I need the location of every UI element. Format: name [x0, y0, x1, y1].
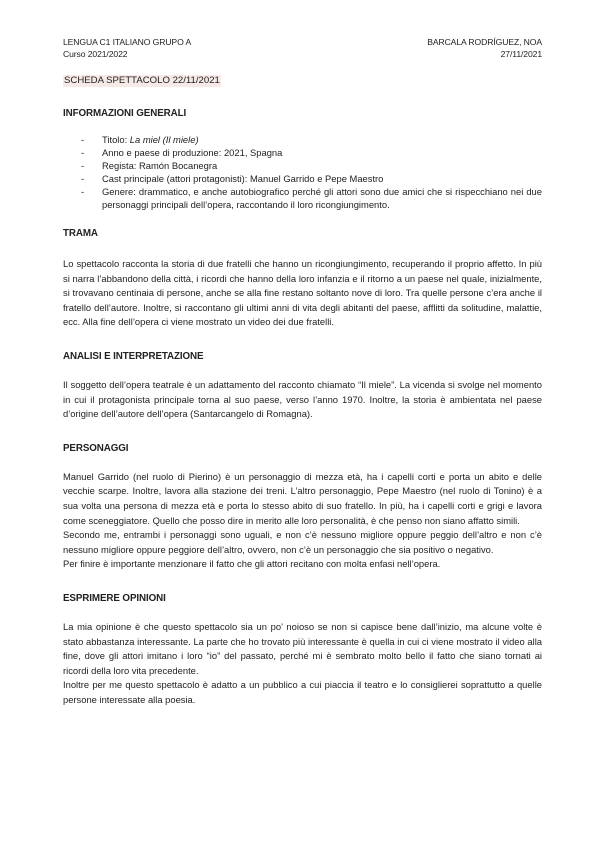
document-page: [63, 36, 542, 707]
heading-trama: TRAMA: [63, 228, 98, 239]
info-item-year-country: - Anno e paese di produzione: 2021, Spagna: [81, 146, 542, 159]
document-title: SCHEDA SPETTACOLO 22/11/2021: [64, 75, 220, 86]
course-name: LENGUA C1 ITALIANO GRUPO A: [63, 37, 192, 47]
general-info-list: [63, 133, 542, 211]
student-name: BARCALA RODRÍGUEZ, NOA: [427, 37, 542, 47]
title-value: La miel (Il miele): [129, 134, 199, 145]
personaggi-paragraph-3: Per finire è importante menzionare il fatto che gli attori recitano con molta enfasi nell’opera.: [63, 558, 441, 570]
info-item-title: [81, 133, 542, 146]
opinioni-paragraph-2: Inoltre per me questo spettacolo è adatto a un pubblico a cui piaccia il teatro e lo consiglierei soprattutto a quelle persone interessate alla poesia.: [63, 679, 542, 705]
heading-opinioni: ESPRIMERE OPINIONI: [63, 592, 166, 604]
analisi-paragraph: Il soggetto dell’opera teatrale è un adattamento del racconto chiamato “Il miele”. La vicenda si svolge nel momento in cui il protagonista principale torna al suo paese, verso l’anno 1970. Inoltre, la storia è ambientata nel paese d’origine dell’autore dell’opera (Santarcangelo di Romagna).: [63, 378, 542, 420]
heading-informazioni-generali: INFORMAZIONI GENERALI: [63, 108, 187, 119]
personaggi-paragraph-2: Secondo me, entrambi i personaggi sono uguali, e non c’è nessuno migliore oppure peggio dell’altro e non c’è nessuno migliore oppure peggiore dell’altro, ovvero, non c’è un personaggio che sia positivo o negativo.: [63, 529, 542, 555]
heading-personaggi: PERSONAGGI: [63, 442, 129, 454]
trama-paragraph: Lo spettacolo racconta la storia di due fratelli che hanno un ricongiungimento, recuperando il proprio affetto. In più si narra l’abbandono della città, i ricordi che hanno della loro infanzia e il ritorno a un paese nel quale, inizialmente, si trovavano centinaia di persone, anche se alla fine restano soltanto nove di loro. Tra quelle persone c’era anche il fratello dell’autore. Inoltre, si raccontano gli ultimi anni di vita degli abitanti del paese, afflitti da solitudine, malattie, ecc. Alla fine dell’opera ci viene mostrato un video dei due fratelli.: [63, 258, 542, 328]
document-date: 27/11/2021: [500, 49, 542, 59]
personaggi-paragraph-1: Manuel Garrido (nel ruolo di Pierino) è un personaggio di mezza età, ha i capelli corti e porta un abito e delle vecchie scarpe. Inoltre, lavora alla stazione dei treni. L’altro personaggio, Pepe Maestro (nel ruolo di Tonino) è a sua volta una persona di mezza età e porta lo stesso abito di suo fratello. In più, ha i capelli corti e grigi e lavora come sceneggiatore. Quello che posso dire in merito alle loro personalità, è che penso non siano affatto simili.: [63, 470, 542, 526]
info-item-director: - Regista: Ramón Bocanegra: [81, 159, 542, 172]
heading-analisi: ANALISI E INTERPRETAZIONE: [63, 350, 204, 362]
header-row-1: [63, 36, 542, 48]
info-item-genre: - Genere: drammatico, e anche autobiografico perché gli attori sono due amici che si rispecchiano nei due personaggi principali dell’opera, raccontando il loro ricongiungimento.: [81, 185, 542, 211]
title-label: Titolo:: [102, 134, 130, 145]
opinioni-paragraph-1: La mia opinione è che questo spettacolo sia un po’ noioso se non si capisce bene dall’inizio, ma alcune volte è stato abbastanza interessante. La parte che ho trovato più interessante è quella in cui ci viene mostrato il video alla fine, dove gli attori imitano i loro “io” del passato, perché mi è sembrato molto bello il fatto che siano tornati ai ricordi della loro vita precedente.: [63, 620, 542, 676]
header-row-2: [63, 48, 542, 60]
info-item-cast: - Cast principale (attori protagonisti): Manuel Garrido e Pepe Maestro: [81, 172, 542, 185]
course-year: Curso 2021/2022: [63, 49, 128, 59]
